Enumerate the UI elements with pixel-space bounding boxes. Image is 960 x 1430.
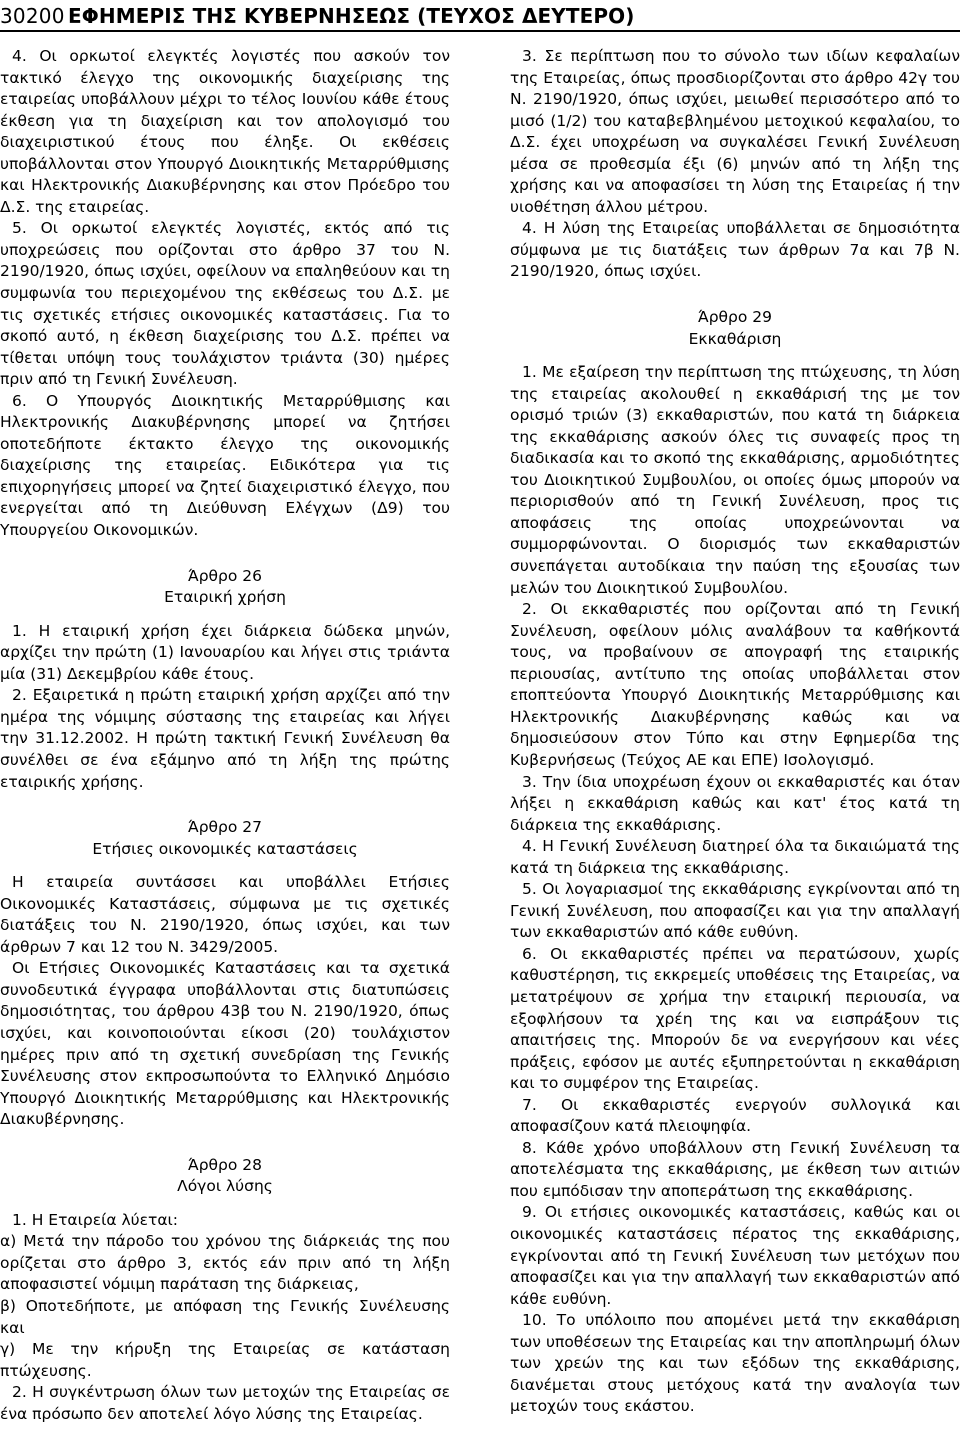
article-29-paragraph-4: 4. Η Γενική Συνέλευση διατηρεί όλα τα δικαιώματά της κατά τη διάρκεια της εκκαθάρισης. (510, 837, 960, 877)
right-column (510, 46, 960, 1418)
article-29-paragraph-6: 6. Οι εκκαθαριστές πρέπει να περατώσουν, χωρίς καθυστέρηση, τις εκκρεμείς υποθέσεις της Εταιρείας, να μετατρέψουν σε χρήμα την εταιρική περιουσία, να εξοφλήσουν τα χρέη της και να εισπράξουν τις απαιτήσεις της. Μπορούν δε να ενεργήσουν και νέες πράξεις, εφόσον με αυτές εξυπηρετούνται η εκκαθάριση και το συμφέρον της Εταιρείας. (510, 944, 960, 1093)
gazette-title: ΕΦΗΜΕΡΙΣ ΤΗΣ ΚΥΒΕΡΝΗΣΕΩΣ (ΤΕΥΧΟΣ ΔΕΥΤΕΡΟ) (68, 4, 635, 28)
article-29-paragraph-7: 7. Οι εκκαθαριστές ενεργούν συλλογικά και αποφασίζουν κατά πλειοψηφία. (510, 1095, 960, 1136)
article-29-title: Άρθρο 29 (697, 308, 773, 327)
article-28-subtitle: Λόγοι λύσης (177, 1177, 273, 1196)
header-rule (0, 30, 960, 32)
page-header (0, 0, 960, 40)
article-29-subtitle: Εκκαθάριση (688, 329, 782, 348)
left-column (0, 46, 450, 1425)
article-26-paragraph-2: 2. Εξαιρετικά η πρώτη εταιρική χρήση αρχίζει από την ημέρα της νόμιμης σύστασης της εταιρείας και λήγει την 31.12.2002. Η πρώτη τακτική Γενική Συνέλευση θα συνέλθει σε ένα εξάμηνο από τη λήξη της πρώτης εταιρικής χρήσης. (0, 686, 450, 791)
article-26-title: Άρθρο 26 (187, 566, 263, 585)
article-26-paragraph-1: 1. Η εταιρική χρήση έχει διάρκεια δώδεκα μηνών, αρχίζει την πρώτη (1) Ιανουαρίου και λήγει στις τριάντα μία (31) Δεκεμβρίου κάθε έτους. (0, 621, 450, 683)
article-28-title: Άρθρο 28 (187, 1155, 263, 1174)
article-29-paragraph-10: 10. Το υπόλοιπο που απομένει μετά την εκκαθάριση των υποθέσεων της Εταιρείας και την αποπληρωμή όλων των χρεών της και των εξόδων της εκκαθάρισης, διανέμεται στους μετόχους κατά την αναλογία των μετοχών τους εκάστου. (510, 1311, 960, 1416)
article-28-item-a: α) Μετά την πάροδο του χρόνου της διάρκειάς της που ορίζεται στο άρθρο 3, εκτός εάν πριν από τη λήξη αποφασιστεί νόμιμη παράταση της διάρκειας, (0, 1232, 450, 1294)
paragraph-3: 3. Σε περίπτωση που το σύνολο των ιδίων κεφαλαίων της Εταιρείας, όπως προσδιορίζονται στο άρθρο 42γ του Ν. 2190/1920, όπως ισχύει, μειωθεί περισσότερο από το μισό (1/2) του καταβεβλημένου μετοχικού κεφαλαίου, το Δ.Σ. έχει υποχρέωση να συγκαλέσει Γενική Συνέλευση μέσα σε προθεσμία έξι (6) μηνών από τη λήξη της χρήσης και να αποφασίσει τη λύση της Εταιρείας ή την υιοθέτηση άλλου μέτρου. (510, 47, 960, 216)
article-29-paragraph-3: 3. Την ίδια υποχρέωση έχουν οι εκκαθαριστές και όταν λήξει η εκκαθάριση καθώς και κατ' έτος κατά τη διάρκεια της εκκαθάρισης. (510, 772, 960, 834)
paragraph-4-right: 4. Η λύση της Εταιρείας υποβάλλεται σε δημοσιότητα σύμφωνα με τις διατάξεις των άρθρων 7α και 7β Ν. 2190/1920, όπως ισχύει. (510, 219, 960, 281)
article-27-paragraph-1: Η εταιρεία συντάσσει και υποβάλλει Ετήσιες Οικονομικές Καταστάσεις, σύμφωνα με τις σχετικές διατάξεις του Ν. 2190/1920, όπως ισχύει, και των άρθρων 7 και 12 του Ν. 3429/2005. (0, 873, 450, 956)
paragraph-4: 4. Οι ορκωτοί ελεγκτές λογιστές που ασκούν τον τακτικό έλεγχο της οικονομικής διαχείρισης της εταιρείας υποβάλλουν μέχρι το τέλος Ιουνίου κάθε έτους έκθεση για τη διαχείριση και τον απολογισμό του διαχειριστικού έτους που έληξε. Οι εκθέσεις υποβάλλονται στον Υπουργό Διοικητικής Μεταρρύθμισης και Ηλεκτρονικής Διακυβέρνησης και στον Πρόεδρο του Δ.Σ. της εταιρείας. (0, 47, 450, 216)
paragraph-6: 6. Ο Υπουργός Διοικητικής Μεταρρύθμισης και Ηλεκτρονικής Διακυβέρνησης μπορεί να ζητήσει οποτεδήποτε έκτακτο έλεγχο της οικονομικής διαχείρισης της εταιρείας. Ειδικότερα για τις επιχορηγήσεις μπορεί να ζητεί διαχειριστικό έλεγχο, που ενεργείται από τη Διεύθυνση Ελέγχων (Δ9) του Υπουργείου Οικονομικών. (0, 391, 450, 540)
article-29-paragraph-9: 9. Οι ετήσιες οικονομικές καταστάσεις, καθώς και οι οικονομικές καταστάσεις πέρατος της εκκαθάρισης, εγκρίνονται από τη Γενική Συνέλευση των μετόχων που αποφασίζει και για την απαλλαγή των εκκαθαριστών από κάθε ευθύνη. (510, 1203, 960, 1308)
article-29-paragraph-2: 2. Οι εκκαθαριστές που ορίζονται από τη Γενική Συνέλευση, οφείλουν μόλις αναλάβουν τα καθήκοντά τους, να προβαίνουν σε απογραφή της εταιρικής περιουσίας, αντίτυπο της οποίας υποβάλλεται στον εποπτεύοντα Υπουργό Διοικητικής Μεταρρύθμισης και Ηλεκτρονικής Διακυβέρνησης καθώς και να δημοσιεύσουν στον Τύπο και στην Εφημερίδα της Κυβερνήσεως (Τεύχος ΑΕ και ΕΠΕ) Ισολογισμό. (510, 600, 960, 769)
article-28-paragraph-1: 1. Η Εταιρεία λύεται: (12, 1210, 179, 1229)
article-28-item-c: γ) Με την κήρυξη της Εταιρείας σε κατάσταση πτώχευσης. (0, 1340, 450, 1380)
article-28-item-b: β) Οποτεδήποτε, με απόφαση της Γενικής Συνέλευσης και (0, 1296, 450, 1337)
article-27-paragraph-2: Οι Ετήσιες Οικονομικές Καταστάσεις και τα σχετικά συνοδευτικά έγγραφα υποβάλλονται στις διατυπώσεις δημοσιότητας, του άρθρου 43β του Ν. 2190/1920, όπως ισχύει, και κοινοποιούνται είκοσι (20) τουλάχιστον ημέρες πριν από τη σχετική συνεδρίαση της Γενικής Συνέλευσης στον εκπροσωπούντα το Ελληνικό Δημόσιο Υπουργό Διοικητικής Μεταρρύθμισης και Ηλεκτρονικής Διακυβέρνησης. (0, 959, 450, 1129)
article-28-paragraph-2: 2. Η συγκέντρωση όλων των μετοχών της Εταιρείας σε ένα πρόσωπο δεν αποτελεί λόγο λύσης της Εταιρείας. (0, 1383, 450, 1423)
article-27-subtitle: Ετήσιες οικονομικές καταστάσεις (92, 839, 358, 858)
article-29-paragraph-5: 5. Οι λογαριασμοί της εκκαθάρισης εγκρίνονται από τη Γενική Συνέλευση, που αποφασίζει και για την απαλλαγή των εκκαθαριστών από κάθε ευθύνη. (510, 880, 960, 942)
article-26-subtitle: Εταιρική χρήση (164, 588, 286, 607)
paragraph-5: 5. Οι ορκωτοί ελεγκτές λογιστές, εκτός από τις υποχρεώσεις που ορίζονται στο άρθρο 37 του Ν. 2190/1920, όπως ισχύει, οφείλουν να επαληθεύουν και τη συμφωνία του περιεχομένου της εκθέσεως του Δ.Σ. με τις σχετικές ετήσιες οικονομικές καταστάσεις. Για το σκοπό αυτό, η έκθεση διαχείρισης του Δ.Σ. πρέπει να τίθεται υπόψη τους τουλάχιστον τριάντα (30) ημέρες πριν από τη Γενική Συνέλευση. (0, 219, 450, 389)
page-number: 30200 (0, 4, 65, 28)
article-29-paragraph-8: 8. Κάθε χρόνο υποβάλλουν στη Γενική Συνέλευση τα αποτελέσματα της εκκαθάρισης, με έκθεση των αιτιών που εμπόδισαν την αποπεράτωση της εκκαθάρισης. (510, 1138, 960, 1200)
article-29-paragraph-1: 1. Με εξαίρεση την περίπτωση της πτώχευσης, τη λύση της εταιρείας ακολουθεί η εκκαθάρισή της με τον ορισμό τριών (3) εκκαθαριστών, που κατά τη διάρκεια της εκκαθάρισης ασκούν όλες τις συναφείς προς τη διαδικασία και το σκοπό της εκκαθάρισης, αρμοδιότητες του Διοικητικού Συμβουλίου, οι οποίες όμως μπορούν να περιορισθούν από τη Γενική Συνέλευση, προς τις αποφάσεις της οποίας υποχρεώνονται να συμμορφώνονται. Ο διορισμός των εκκαθαριστών συνεπάγεται αυτοδίκαια την παύση της εξουσίας των μελών του Διοικητικού Συμβουλίου. (510, 363, 960, 597)
article-27-title: Άρθρο 27 (187, 818, 263, 837)
